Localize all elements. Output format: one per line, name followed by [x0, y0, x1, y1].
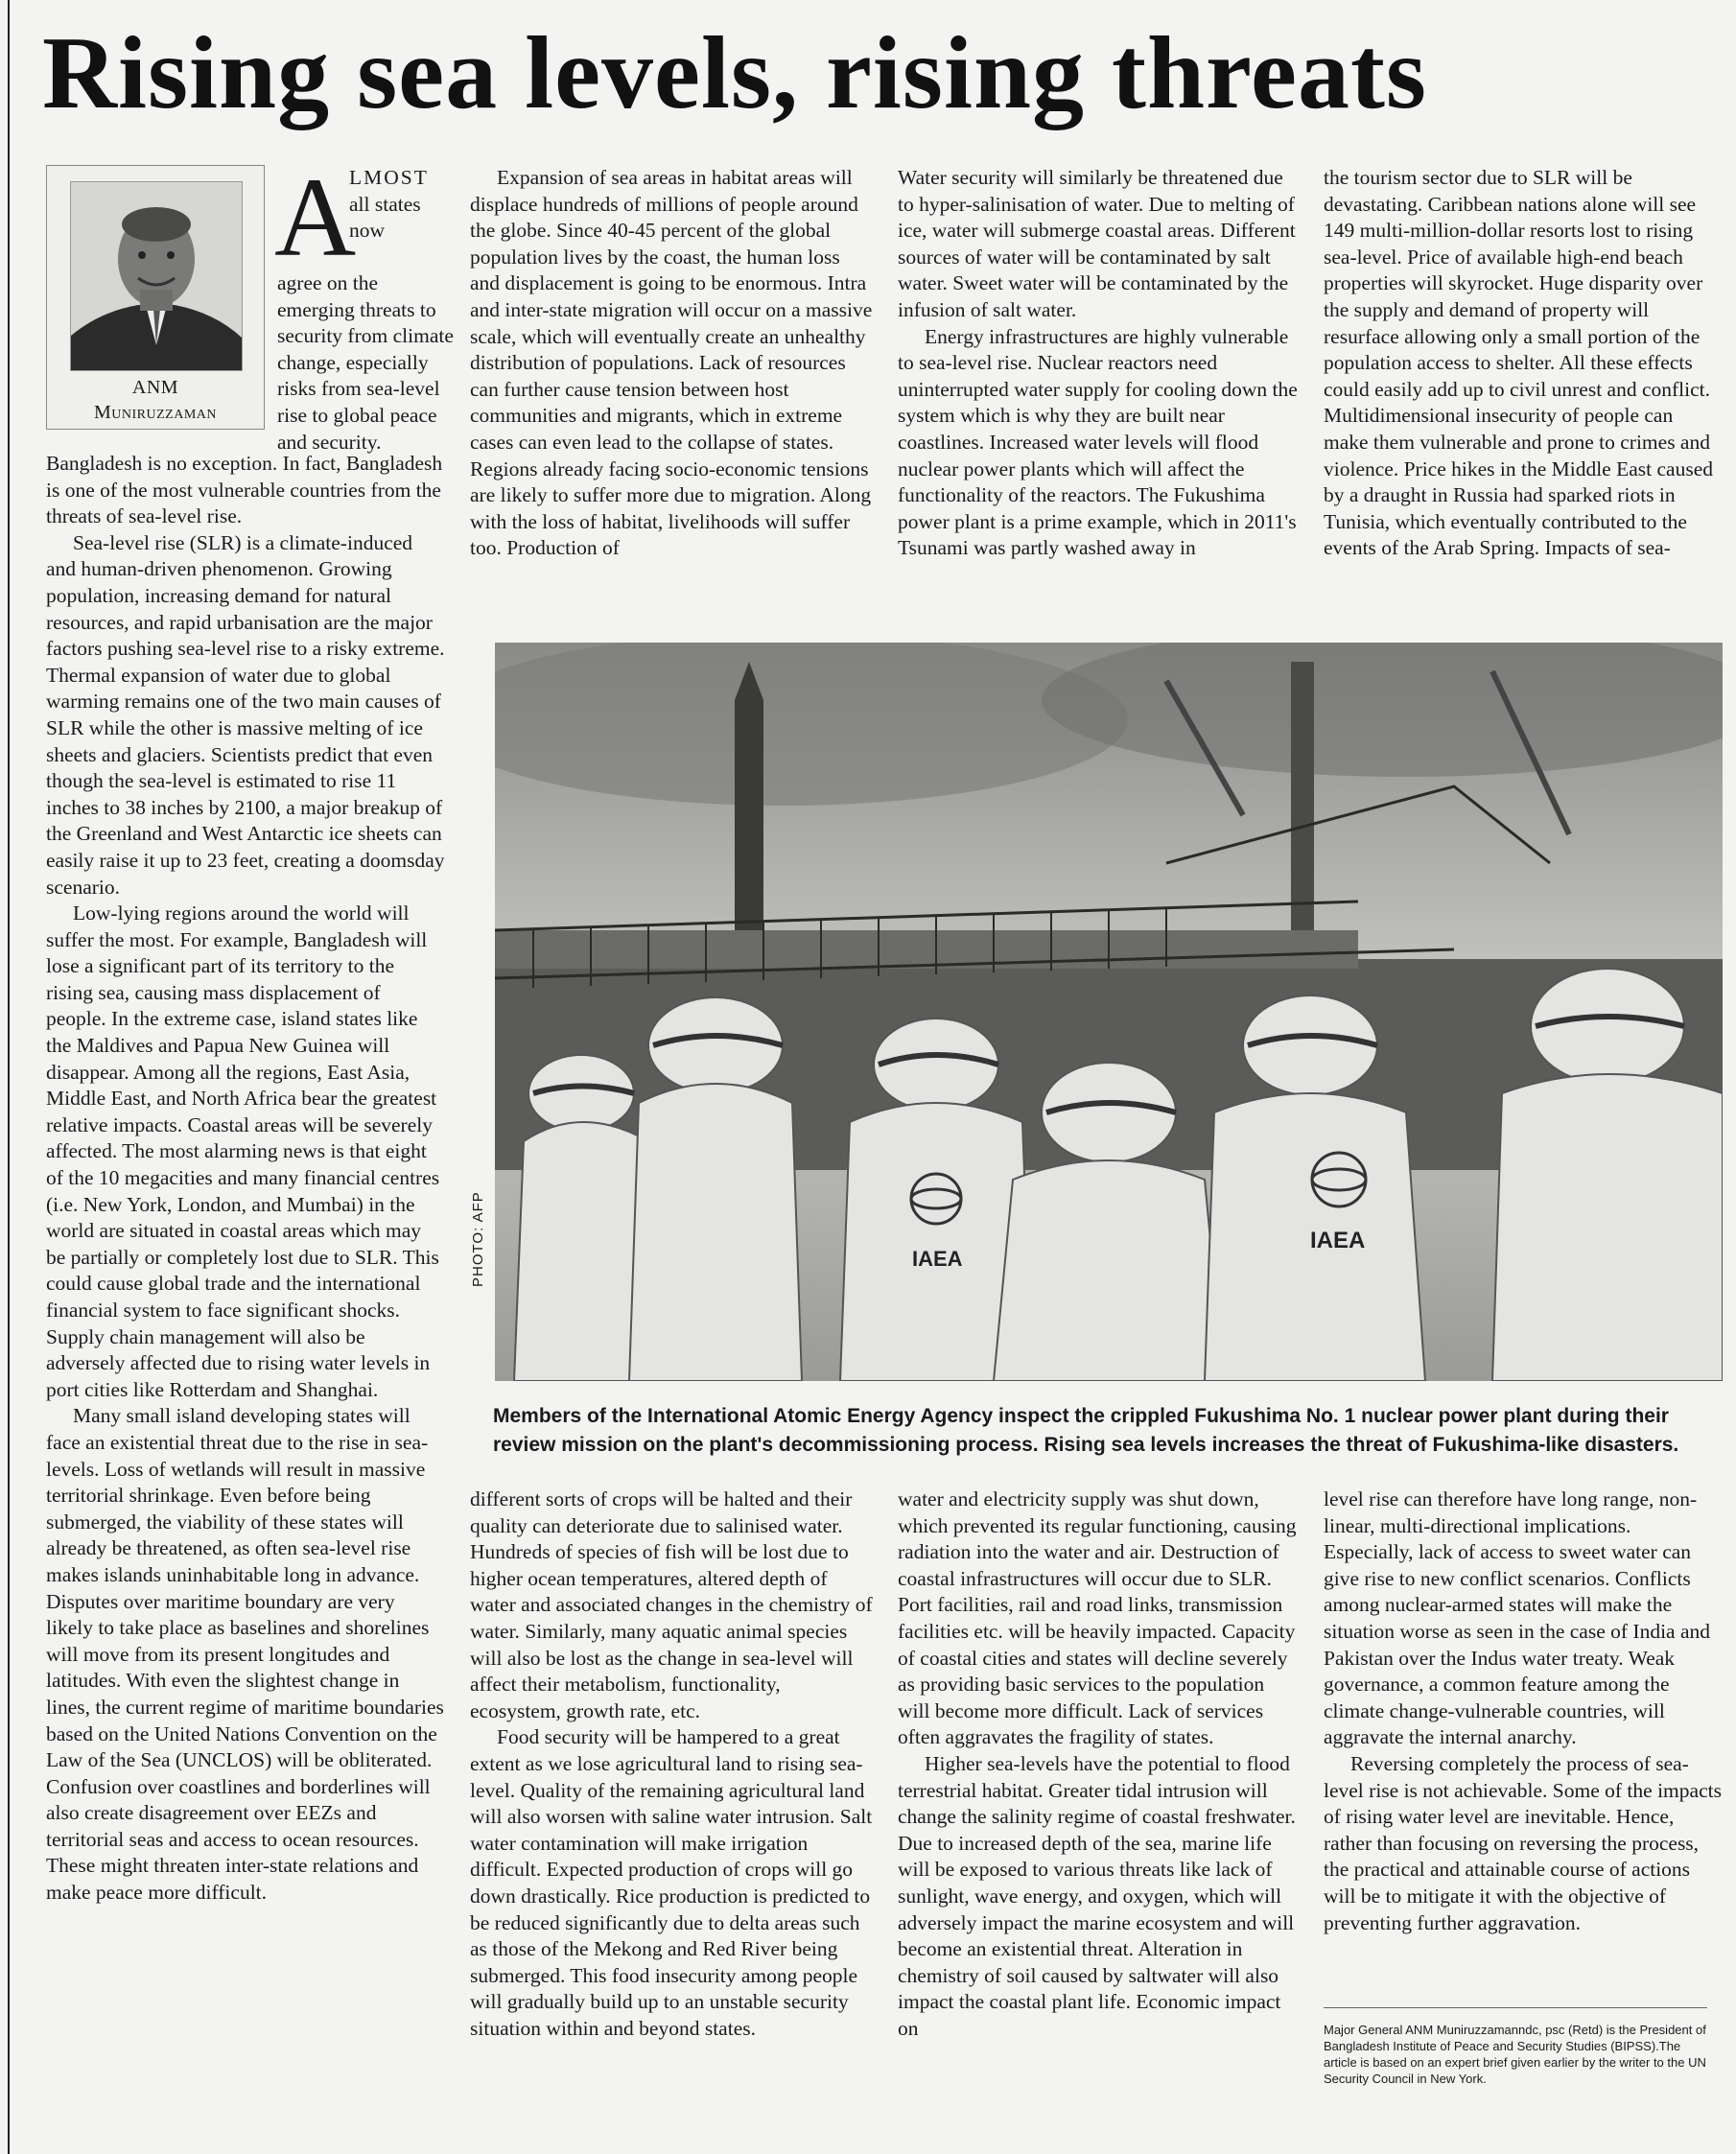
- paragraph: Water security will similarly be threatened due to hyper-salinisation of water. Due to melting of ice, water will submerge coastal areas. Different sources of water will be contaminated by salt water. Sweet water will be contaminated by the infusion of salt water.: [898, 166, 1296, 321]
- lead-line-2: all states: [349, 192, 421, 216]
- column-3-top: [898, 165, 1299, 562]
- author-first: ANM: [131, 377, 179, 398]
- paragraph: Bangladesh is no exception. In fact, Bangladesh is one of the most vulnerable countries from the threats of sea-level rise.: [46, 452, 443, 528]
- paragraph: Food security will be hampered to a great extent as we lose agricultural land to rising sea-level. Quality of the remaining agricultural land will also worsen with saline water intrusion. Salt water contamination will make irrigation difficult. Expected production of crops will go down drastically. Rice production is predicted to be reduced significantly due to delta areas such as those of the Mekong and Red River being submerged. This food insecurity among people will gradually build up to an unstable security situation within and beyond states.: [470, 1725, 873, 2040]
- paragraph: the tourism sector due to SLR will be devastating. Caribbean nations alone will see 149 multi-million-dollar resorts lost to rising sea-level. Price of available high-end beach properties will skyrocket. Huge disparity over the supply and demand of property will resurface allowing only a small portion of the population access to shelter. All these effects could easily add up to civil unrest and conflict. Multidimensional insecurity of people can make them vulnerable and prone to crimes and violence. Price hikes in the Middle East caused by a draught in Russia had sparked riots in Tunisia, which eventually contributed to the events of the Arab Spring. Impacts of sea-: [1324, 166, 1713, 560]
- paragraph: Expansion of sea areas in habitat areas will displace hundreds of millions of people around the globe. Since 40-45 percent of the global population lives by the coast, the human loss and displacement is going to be enormous. Intra and inter-state migration will occur on a massive scale, which will eventually create an unhealthy distribution of populations. Lack of resources can further cause tension between host communities and migrants, which in extreme cases can even lead to the collapse of states. Regions already facing socio-economic tensions are likely to suffer more due to migration. Along with the loss of habitat, livelihoods will suffer too. Production of: [470, 166, 873, 560]
- author-name: [47, 375, 264, 425]
- drop-cap: A: [274, 154, 357, 280]
- lead-line-1: LMOST: [349, 166, 429, 189]
- photo-credit: PHOTO: AFP: [470, 1191, 486, 1287]
- paragraph: Energy infrastructures are highly vulnerable to sea-level rise. Nuclear reactors need uninterrupted water supply for cooling down the system which is why they are built near coastlines. Increased water levels will flood nuclear power plants which will affect the functionality of the reactors. The Fukushima power plant is a prime example, which in 2011's Tsunami was partly washed away in: [898, 324, 1298, 560]
- paragraph: Higher sea-levels have the potential to flood terrestrial habitat. Greater tidal intrusion will change the salinity regime of coastal freshwater. Due to increased depth of the sea, marine life will be exposed to various threats like lack of sunlight, wave energy, and oxygen, which will adversely impact the marine ecosystem and will become an existential threat. Alteration in chemistry of soil caused by saltwater will also impact the coastal plant life. Economic impact on: [898, 1751, 1296, 2040]
- column-3-bottom: [898, 1487, 1299, 2042]
- column-rule: [8, 0, 10, 2154]
- paragraph: Reversing completely the process of sea-level rise is not achievable. Some of the impacts of rising water level are inevitable. Hence, rather than focusing on reversing the process, the practical and attainable course of actions will be to mitigate it with the objective of preventing further aggravation.: [1324, 1751, 1722, 1934]
- iaea-badge-left: IAEA: [912, 1247, 963, 1271]
- column-4-top: [1324, 165, 1723, 562]
- author-footnote: Major General ANM Muniruzzamanndc, psc (Retd) is the President of Bangladesh Institute of Peace and Security Studies (BIPSS).The article is based on an expert brief given earlier by the writer to the UN Security Council in New York.: [1324, 2023, 1706, 2086]
- lead-lines: [349, 165, 455, 245]
- footnote-divider: [1324, 2007, 1707, 2008]
- column-2-bottom: [470, 1487, 873, 2042]
- column-1: [46, 451, 445, 1907]
- photo-caption: Members of the International Atomic Energy Agency inspect the crippled Fukushima No. 1 nuclear power plant during their review mission on the plant's decommissioning process. Rising sea levels increases the threat of Fukushima-like disasters.: [493, 1405, 1679, 1456]
- lead-rest: agree on the emerging threats to security from climate change, especially risks from sea-level rise to global peace and security.: [277, 271, 454, 454]
- author-portrait: [70, 181, 243, 371]
- paragraph: Many small island developing states will face an existential threat due to the rise in sea-levels. Loss of wetlands will result in massive territorial shrinkage. Even before being submerged, the viability of these states will already be threatened, as often sea-level rise makes islands uninhabitable long in advance. Disputes over maritime boundary are very likely to take place as baselines and shorelines will move from its present longitudes and latitudes. With even the slightest change in lines, the current regime of maritime boundaries based on the United Nations Convention on the Law of the Sea (UNCLOS) will be obliterated. Confusion over coastlines and borderlines will also create disagreement over EEZs and territorial seas and access to ocean resources. These might threaten inter-state relations and make peace more difficult.: [46, 1404, 444, 1905]
- headline: Rising sea levels, rising threats: [42, 16, 1427, 130]
- column-4-bottom: [1324, 1487, 1723, 1936]
- author-box: [46, 165, 265, 430]
- paragraph: water and electricity supply was shut down, which prevented its regular functioning, causing radiation into the water and air. Destruction of coastal infrastructures will occur due to SLR. Port facilities, rail and road links, transmission facilities etc. will be heavily impacted. Capacity of coastal cities and states will decline severely as providing basic services to the population will become more difficult. Lack of services often aggravates the fragility of states.: [898, 1487, 1297, 1749]
- fukushima-photo: [495, 643, 1723, 1381]
- column-2-top: [470, 165, 873, 562]
- iaea-badge-right: IAEA: [1310, 1228, 1366, 1253]
- author-last: Muniruzzaman: [94, 402, 217, 423]
- paragraph: Sea-level rise (SLR) is a climate-induced and human-driven phenomenon. Growing population, increasing demand for natural resources, and rapid urbanisation are the major factors pushing sea-level rise to a risky extreme. Thermal expansion of water due to global warming remains one of the two main causes of SLR while the other is massive melting of ice sheets and glaciers. Scientists predict that even though the sea-level is estimated to rise 11 inches to 38 inches by 2100, a major breakup of the Greenland and West Antarctic ice sheets can easily raise it up to 23 feet, creating a doomsday scenario.: [46, 530, 445, 899]
- paragraph: different sorts of crops will be halted and their quality can deteriorate due to salinised water. Hundreds of species of fish will be lost due to higher ocean temperatures, altered depth of water and associated changes in the chemistry of water. Similarly, many aquatic animal species will also be lost as the change in sea-level will affect their metabolism, functionality, ecosystem, growth rate, etc.: [470, 1487, 873, 1722]
- paragraph: Low-lying regions around the world will suffer the most. For example, Bangladesh will lose a significant part of its territory to the rising sea, causing mass displacement of people. In the extreme case, island states like the Maldives and Papua New Guinea will disappear. Among all the regions, East Asia, Middle East, and North Africa bear the greatest relative impacts. Coastal areas will be severely affected. The most alarming news is that eight of the 10 megacities and many financial centres (i.e. New York, London, and Mumbai) in the world are situated in coastal areas which may be partially or completely lost due to SLR. This could cause global trade and the international financial system to face significant shocks. Supply chain management will also be adversely affected due to rising water levels in port cities like Rotterdam and Shanghai.: [46, 901, 440, 1401]
- paragraph: level rise can therefore have long range, non-linear, multi-directional implications. Especially, lack of access to sweet water can give rise to new conflict scenarios. Conflicts among nuclear-armed states will make the situation worse as seen in the case of India and Pakistan over the Indus water treaty. Weak governance, a common feature among the climate change-vulnerable countries, will aggravate the internal anarchy.: [1324, 1487, 1710, 1749]
- lead-line-3: now: [349, 219, 386, 243]
